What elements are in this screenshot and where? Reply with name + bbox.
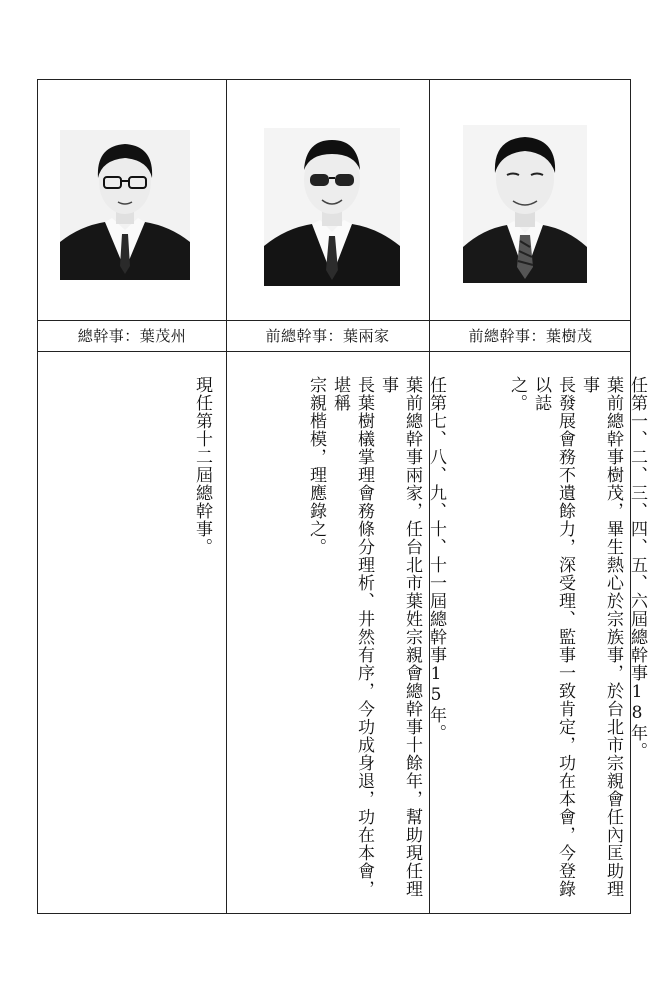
bio-line: 宗親楷模，理應錄之。 [306, 376, 326, 556]
bio-ye-liangjia [304, 376, 448, 913]
row-divider [38, 351, 630, 352]
bio-line: 任第七、八、九、十、十一屆總幹事15年。 [426, 376, 446, 742]
title-ye-shumao: 前總幹事：葉樹茂 [468, 327, 593, 345]
portrait-ye-liangjia [264, 128, 400, 286]
bio-line: 長發展會務不遺餘力，深受理、監事一致肯定，功在本會，今登錄以誌 [531, 376, 575, 898]
bio-line: 之。 [507, 376, 527, 412]
portrait-ye-maozhou [60, 130, 190, 280]
title-ye-maozhou: 總幹事：葉茂州 [77, 327, 187, 345]
bio-line: 長葉樹檥掌理會務條分理析、井然有序，今功成身退，功在本會，堪稱 [330, 376, 374, 898]
bio-ye-shumao [505, 376, 649, 913]
bio-ye-maozhou [190, 376, 214, 556]
bio-line: 葉前總幹事樹茂，畢生熱心於宗族事，於台北市宗親會任內匡助理事 [579, 376, 623, 898]
directors-table [37, 79, 647, 914]
bio-line: 葉前總幹事兩家，任台北市葉姓宗親會總幹事十餘年，幫助現任理事 [378, 376, 422, 898]
title-ye-liangjia: 前總幹事：葉兩家 [265, 327, 390, 345]
portrait-ye-shumao [463, 125, 587, 283]
bio-line: 現任第十二屆總幹事。 [192, 376, 212, 556]
bio-line: 任第一、二、三、四、五、六屆總幹事18年。 [627, 376, 647, 760]
column-divider [226, 80, 227, 913]
